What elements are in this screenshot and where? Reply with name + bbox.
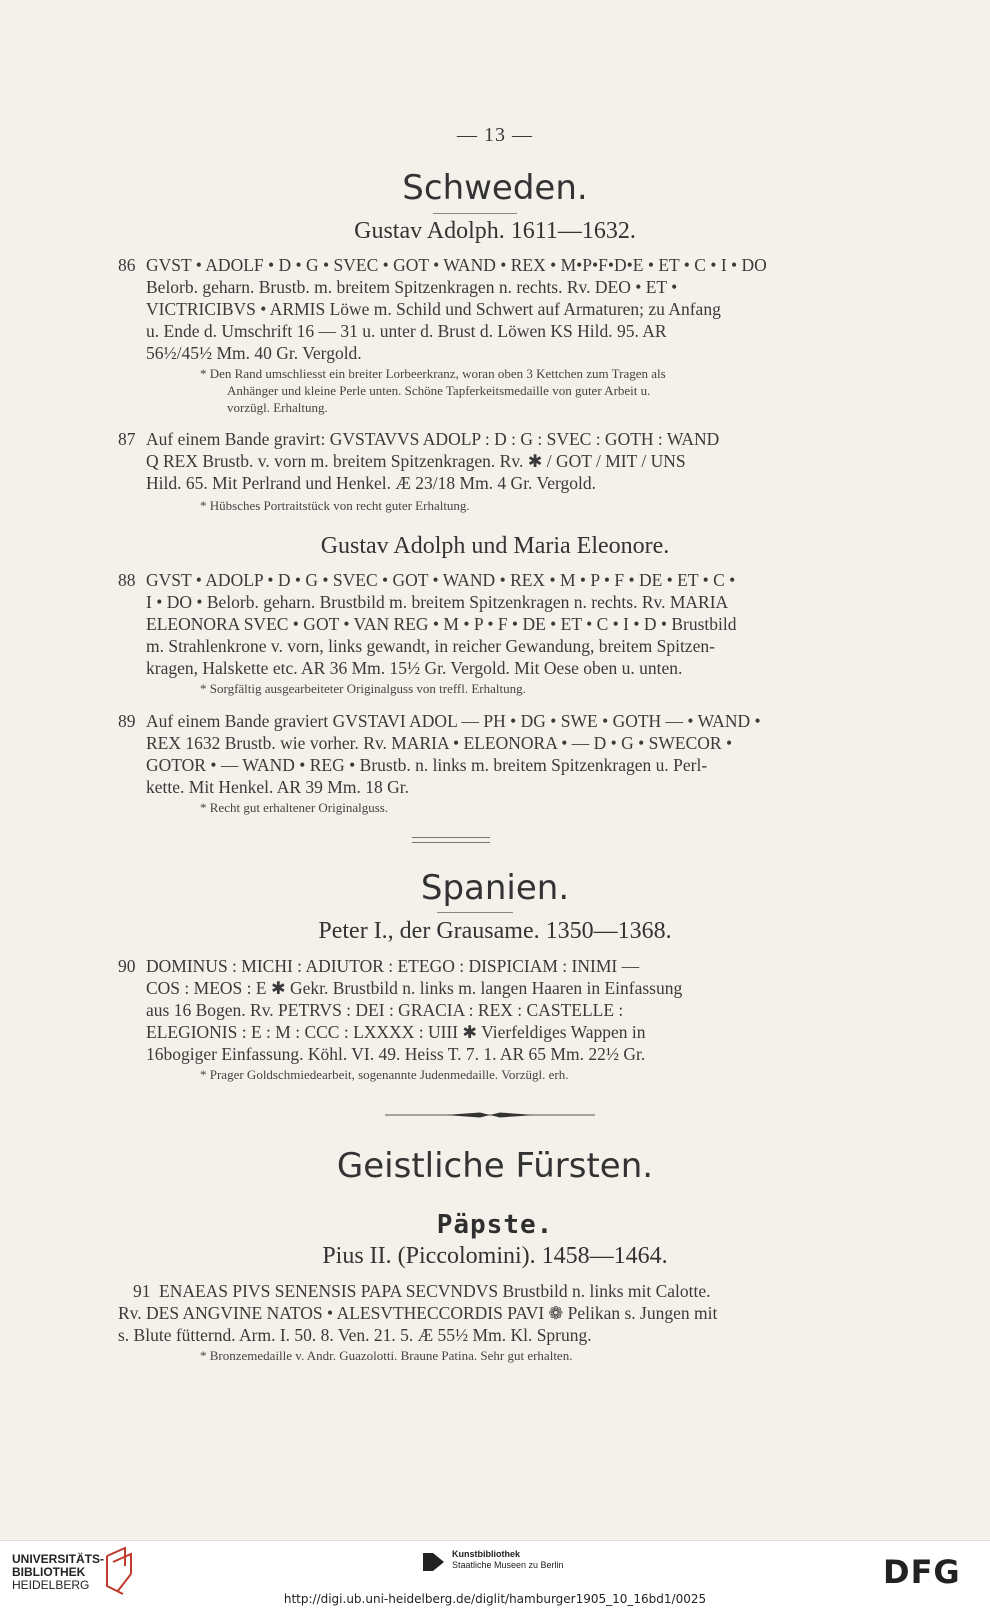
dfg-logo[interactable]: DFG: [883, 1553, 961, 1591]
kunstbibliothek-label[interactable]: [452, 1549, 564, 1571]
entry-89: [118, 710, 848, 798]
entry-line: ELEONORA SVEC • GOT • VAN REG • M • P • F • DE • ET • C • I • D • Brustbild: [146, 614, 737, 634]
section-heading-spanien: Spanien.: [420, 868, 570, 908]
entry-86-note: [200, 365, 850, 416]
entry-line: VICTRICIBVS • ARMIS Löwe m. Schild und Schwert auf Armaturen; zu Anfang: [146, 299, 721, 319]
entry-91-note: [200, 1347, 850, 1364]
entry-number: 89: [118, 711, 136, 731]
entry-line: kragen, Halskette etc. AR 36 Mm. 15½ Gr. Vergold. Mit Oese oben u. unten.: [146, 658, 683, 678]
entry-line: Auf einem Bande graviert GVSTAVI ADOL — PH • DG • SWE • GOTH — • WAND •: [146, 711, 761, 731]
note-line: * Hübsches Portraitstück von recht guter Erhaltung.: [200, 498, 470, 513]
entry-86: [118, 254, 848, 364]
note-line: * Recht gut erhaltener Originalguss.: [200, 800, 389, 815]
section-divider: [412, 837, 490, 843]
subheading-gustav-maria: Gustav Adolph und Maria Eleonore.: [320, 533, 670, 559]
entry-87: [118, 428, 848, 494]
entry-number: 88: [118, 570, 136, 590]
entry-line: s. Blute fütternd. Arm. I. 50. 8. Ven. 21. 5. Æ 55½ Mm. Kl. Sprung.: [118, 1325, 592, 1345]
entry-line: u. Ende d. Umschrift 16 — 31 u. unter d. Brust d. Löwen KS Hild. 95. AR: [146, 321, 667, 341]
kunstbibliothek-title: Kunstbibliothek: [452, 1549, 520, 1559]
section-heading-schweden: Schweden.: [402, 168, 588, 208]
entry-line: REX 1632 Brustb. wie vorher. Rv. MARIA • ELEONORA • — D • G • SWECOR •: [146, 733, 733, 753]
heading-rule: [437, 912, 513, 913]
page-number: — 13 —: [457, 124, 533, 146]
ub-logo-line: HEIDELBERG: [12, 1578, 90, 1592]
kunstbibliothek-subtitle: Staatliche Museen zu Berlin: [452, 1560, 564, 1570]
note-line: * Prager Goldschmiedearbeit, sogenannte Judenmedaille. Vorzügl. erh.: [200, 1067, 569, 1082]
entry-number: 90: [118, 956, 136, 976]
entry-line: kette. Mit Henkel. AR 39 Mm. 18 Gr.: [146, 777, 409, 797]
note-line: Anhänger und kleine Perle unten. Schöne Tapferkeitsmedaille von guter Arbeit u.: [227, 383, 651, 398]
entry-number: 86: [118, 255, 136, 275]
section-heading-geistliche: Geistliche Fürsten.: [336, 1146, 654, 1186]
entry-line: Q REX Brustb. v. vorn m. breitem Spitzenkragen. Rv. ✱ / GOT / MIT / UNS: [146, 451, 686, 471]
ub-logo-line: BIBLIOTHEK: [12, 1565, 86, 1579]
footer-bar: [0, 1540, 990, 1608]
entry-line: Auf einem Bande gravirt: GVSTAVVS ADOLP : D : G : SVEC : GOTH : WAND: [146, 429, 720, 449]
entry-line: GVST • ADOLP • D • G • SVEC • GOT • WAND • REX • M • P • F • DE • ET • C •: [146, 570, 736, 590]
entry-number: 91: [133, 1281, 151, 1301]
note-line: * Bronzemedaille v. Andr. Guazolotti. Braune Patina. Sehr gut erhalten.: [200, 1348, 573, 1363]
note-line: * Sorgfältig ausgearbeiteter Originalguss von treffl. Erhaltung.: [200, 681, 526, 696]
entry-number: 87: [118, 429, 136, 449]
entry-line: COS : MEOS : E ✱ Gekr. Brustbild n. links m. langen Haaren in Einfassung: [146, 978, 683, 998]
entry-90: [118, 955, 848, 1065]
entry-line: ELEGIONIS : E : M : CCC : LXXXX : UIII ✱ Vierfeldiges Wappen in: [146, 1022, 646, 1042]
entry-line: ENAEAS PIVS SENENSIS PAPA SECVNDVS Brustbild n. links mit Calotte.: [159, 1281, 711, 1301]
entry-88: [118, 569, 848, 679]
entry-88-note: [200, 680, 850, 697]
entry-line: 56½/45½ Mm. 40 Gr. Vergold.: [146, 343, 362, 363]
entry-line: GOTOR • — WAND • REG • Brustb. n. links m. breitem Spitzenkragen u. Perl-: [146, 755, 708, 775]
note-line: * Den Rand umschliesst ein breiter Lorbeerkranz, woran oben 3 Kettchen zum Tragen als: [200, 366, 666, 381]
entry-line: aus 16 Bogen. Rv. PETRVS : DEI : GRACIA : REX : CASTELLE :: [146, 1000, 624, 1020]
entry-line: m. Strahlenkrone v. vorn, links gewandt, in reicher Gewandung, breitem Spitzen-: [146, 636, 715, 656]
subheading-peter: Peter I., der Grausame. 1350—1368.: [318, 918, 672, 944]
entry-87-note: [200, 497, 850, 514]
entry-line: Hild. 65. Mit Perlrand und Henkel. Æ 23/18 Mm. 4 Gr. Vergold.: [146, 473, 596, 493]
entry-line: Belorb. geharn. Brustb. m. breitem Spitzenkragen n. rechts. Rv. DEO • ET •: [146, 277, 678, 297]
entry-89-note: [200, 799, 850, 816]
entry-line: DOMINUS : MICHI : ADIUTOR : ETEGO : DISPICIAM : INIMI —: [146, 956, 640, 976]
permalink-url[interactable]: http://digi.ub.uni-heidelberg.de/diglit/hamburger1905_10_16bd1/0025: [283, 1592, 707, 1606]
note-line: vorzügl. Erhaltung.: [227, 400, 328, 415]
subheading-paepste: Päpste.: [436, 1210, 554, 1240]
entry-90-note: [200, 1066, 850, 1083]
ub-logo-line: UNIVERSITÄTS-: [12, 1552, 105, 1566]
ub-heidelberg-logo[interactable]: [12, 1553, 104, 1592]
kunstbibliothek-logo-icon: [422, 1549, 448, 1575]
entry-91: [118, 1280, 848, 1346]
subheading-gustav: Gustav Adolph. 1611—1632.: [354, 218, 636, 244]
entry-line: GVST • ADOLF • D • G • SVEC • GOT • WAND • REX • M•P•F•D•E • ET • C • I • DO: [146, 255, 767, 275]
ornament-divider: [385, 1112, 595, 1118]
entry-line: Rv. DES ANGVINE NATOS • ALESVTHECCORDIS PAVI ❁ Pelikan s. Jungen mit: [118, 1303, 718, 1323]
heading-rule: [433, 213, 517, 214]
entry-line: I • DO • Belorb. geharn. Brustbild m. breitem Spitzenkragen n. rechts. Rv. MARIA: [146, 592, 729, 612]
entry-line: 16bogiger Einfassung. Köhl. VI. 49. Heiss T. 7. 1. AR 65 Mm. 22½ Gr.: [146, 1044, 646, 1064]
subheading-pius: Pius II. (Piccolomini). 1458—1464.: [322, 1243, 668, 1269]
